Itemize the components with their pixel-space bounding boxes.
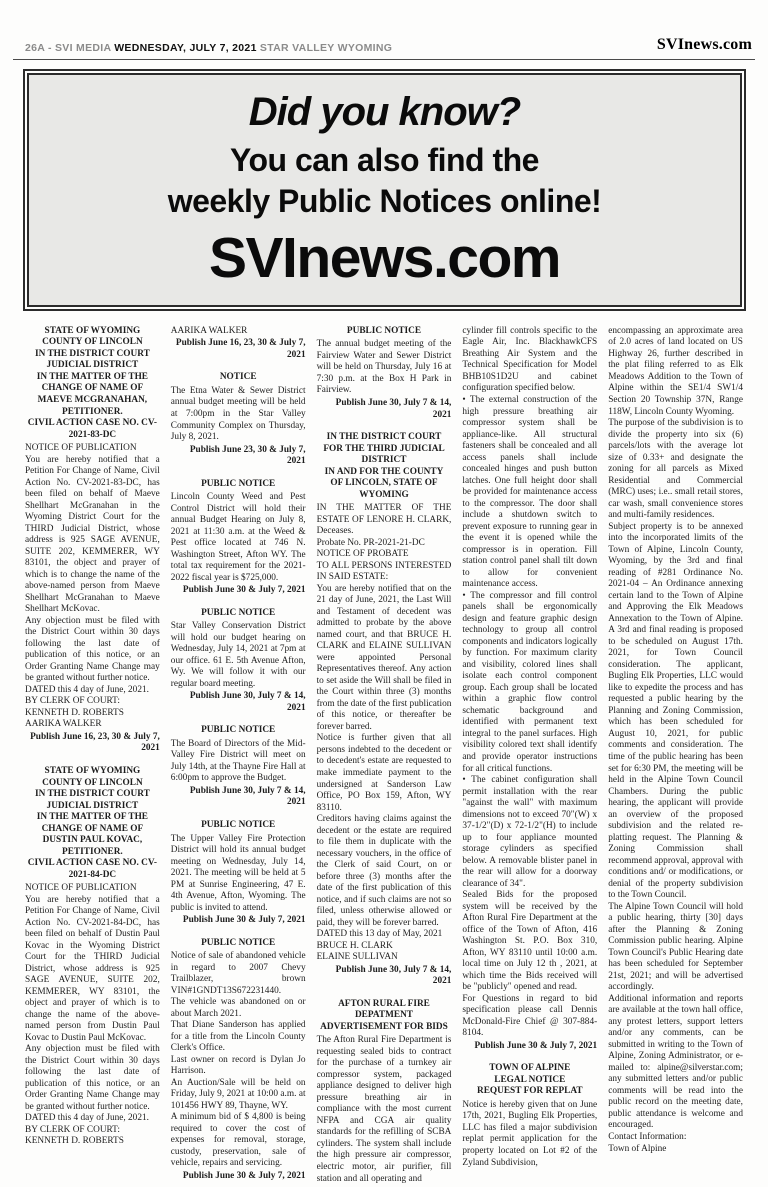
- notice-heading-line: CIVIL ACTION CASE NO. CV-2021-84-DC: [27, 858, 158, 880]
- promo-ad-box: [23, 69, 746, 311]
- notice-paragraph: • The cabinet configuration shall permit installation with the rear "against the wall" with maximum dimensions not to exceed 70"(W) x 37-1/2"(D) x 72-1/2"(H) to include up to four appliance mounted storage cylinders as specified below. A removable blister panel in the rear will allow for a doorway clearance of 34".: [462, 775, 598, 889]
- notice-paragraph: The Alpine Town Council will hold a public hearing, thirty [30] days after the Planning & Zoning Commission public hearing. Alpine Town Council's Public Hearing date has been scheduled for September 21st, 2021; and will be advertised accordingly.: [608, 901, 743, 993]
- promo-line-3: weekly Public Notices online!: [167, 182, 602, 219]
- publish-line: Publish June 30, July 7 & 14, 2021: [189, 691, 306, 713]
- notice-column-5: [608, 326, 743, 1186]
- notice-column-4: [462, 326, 597, 1186]
- notice-heading-line: CHANGE OF NAME OF: [41, 823, 144, 834]
- publish-line: Publish June 23, 30 & July 7, 2021: [189, 444, 306, 467]
- notice-paragraph: DATED this 4 day of June, 2021.: [25, 684, 149, 695]
- publish-line: Publish June 30, July 7 & 14, 2021: [189, 785, 306, 808]
- issue-date: WEDNESDAY, JULY 7, 2021: [114, 42, 257, 54]
- notice-paragraph: NOTICE OF PUBLICATION: [25, 443, 137, 454]
- notice-heading-line: COUNTY OF LINCOLN: [42, 777, 143, 788]
- notice-paragraph: You are hereby notified that on the 21 day of June, 2021, the Last Will and Testament of decedent was admitted to probate by the above named court, and that BRUCE H. CLARK and ELAINE SULLIVAN were appointed Personal Representatives thereof. Any action to set aside the Will shall be filed in the Court within three (3) months from the date of the first publication of this notice, or thereafter be forever barred.: [316, 583, 452, 732]
- notice-paragraph: DATED this 4 day of June, 2021.: [25, 1113, 149, 1124]
- notice-paragraph: A minimum bid of $ 4,800 is being required to cover the cost of expenses for removal, storage, custody, preservation, sale of vehicle, repairs and servicing.: [170, 1112, 306, 1169]
- notice-heading-line: JUDICIAL DISTRICT: [46, 800, 139, 811]
- publish-line: Publish June 16, 23, 30 & July 7, 2021: [30, 731, 160, 754]
- notice-heading: [171, 938, 306, 950]
- notice-paragraph: Star Valley Conservation District will hold our budget hearing on Wednesday, July 14, 2021 at 7pm at our office. 61 E. 5th Avenue Afton, Wy. We will follow it with our regular board meeting.: [170, 621, 306, 689]
- notice-heading-line: FOR THE THIRD JUDICIAL: [323, 443, 445, 454]
- notice-paragraph: Subject property is to be annexed into the incorporated limits of the Town of Alpine, Lincoln County, Wyoming, by the 3rd and final reading of #281 Ordinance No. 2021-04 – An Ordinance annexing certain land to the Town of Alpine and Approving the Elk Meadows Annexation to the Town of Alpine. A 3rd and final reading is proposed to be scheduled on August 17th. 2021, for Town Council consideration. The applicant, Bugling Elk Properties, LLC would like to expedite the process and has requested a public hearing by the Planning and Zoning Commission, which has been scheduled for August 10, 2021, for public comments and consideration. The time of the public hearing has been set for 6:30 PM, the meeting will be held in the Alpine Town Council Chambers. During the public hearing, the applicant will provide an overview of the proposed subdivision and the related re-platting request. The Planning & Zoning Commission shall recommend approval, approval with conditions and/ or modifications, or denial of the property subdivision to the Town Council.: [608, 521, 743, 901]
- notice-paragraph: Last owner on record is Dylan Jo Harrison.: [170, 1054, 306, 1077]
- notice-heading: [171, 820, 306, 832]
- notice-paragraph: Lincoln County Weed and Pest Control District will hold their annual Budget Hearing on July 8, 2021 at 11:30 a.m. at the Weed & Pest office located at 746 N. Washington Street, Afton WY. The total tax requirement for the 2021-2022 fiscal year is $725,000.: [170, 492, 306, 583]
- notice-heading: [317, 999, 452, 1034]
- promo-line-2: You can also find the: [230, 142, 539, 178]
- public-notices-columns: [25, 326, 743, 1186]
- notice-paragraph: DATED this 13 day of May, 2021: [316, 929, 443, 940]
- notice-heading-line: PUBLIC NOTICE: [201, 478, 276, 489]
- notice-heading: [171, 608, 306, 620]
- notice-paragraph: The purpose of the subdivision is to divide the property into six (6) parcels/lots with the average lot size of 0.33+ and designate the zoning for all parcels as Mixed Residential and Commercial (MRC) uses; i.e.. small retail stores, car wash, small convenience stores and multi-family residences.: [608, 418, 743, 521]
- notice-paragraph: An Auction/Sale will be held on Friday, July 9, 2021 at 10:00 a.m. at 101456 HWY 89, Thayne, WY.: [170, 1077, 306, 1111]
- notice-paragraph: NOTICE OF PROBATE: [316, 549, 409, 560]
- notice-heading-line: AFTON RURAL FIRE: [338, 998, 430, 1009]
- notice-paragraph: The Afton Rural Fire Department is requesting sealed bids to contract for the purchase of a turnkey air compressor system, packaged appliance designed to deliver high pressure breathing air in compliance with the most current NFPA and CGA air quality standards for the refilling of SCBA cylinders. The system shall include the high pressure air compressor, electric motor, air purifier, fill station and all operating and: [316, 1035, 452, 1184]
- notice-paragraph: The Etna Water & Sewer District annual budget meeting will be held at 7:00pm in the Star Valley Community Complex on Thursday, July 8, 2021.: [170, 385, 306, 443]
- notice-heading-line: NOTICE: [219, 372, 257, 383]
- notice-heading-line: PUBLIC NOTICE: [346, 325, 422, 336]
- notice-heading-line: DUSTIN PAUL KOVAC,: [42, 835, 143, 846]
- masthead-left: [25, 42, 392, 54]
- notice-paragraph: • The external construction of the high pressure breathing air compressor system shall be appliance-like. All structural fasteners shall be concealed and all access panels shall include concealed hinges and push button latches. One full height door shall be provided for maintenance access to the compressor. The door shall include a shutdown switch to prevent exposure to running gear in the event it is opened while the compressor is in operation. Fill station control panel shall tilt down to allow for convenient maintenance access.: [462, 395, 598, 590]
- notice-heading-line: IN THE DISTRICT COURT: [326, 432, 442, 443]
- notice-heading-line: STATE OF WYOMING: [44, 325, 141, 336]
- publish-line: Publish June 30 & July 7, 2021: [182, 1170, 306, 1181]
- notice-heading-line: IN THE MATTER OF THE: [36, 812, 149, 823]
- notice-heading-line: PUBLIC NOTICE: [201, 937, 276, 948]
- notice-paragraph: That Diane Sanderson has applied for a title from the Lincoln County Clerk's Office.: [170, 1020, 306, 1054]
- publish-line: Publish June 16, 23, 30 & July 7, 2021: [175, 338, 306, 360]
- notice-paragraph: You are hereby notified that a Petition For Change of Name, Civil Action No. CV-2021-83-DC, has been filed on behalf of Maeve Shellhart McGranahan in the Wyoming District Court for the THIRD Judicial District, whose address is 925 SAGE AVENUE, SUITE 202, KEMMERER, WY 83101, the object and prayer of which is to change the name of the above-named person from Maeve Shellhart McGranahan to Maeve Shellhart McKovac.: [25, 454, 160, 615]
- notice-heading-line: MAEVE MCGRANAHAN,: [37, 395, 148, 405]
- notice-heading-line: PUBLIC NOTICE: [201, 819, 276, 830]
- notice-paragraph: For Questions in regard to bid specification please call Dennis McDonald-Fire Chief @ 307-884-8104.: [462, 993, 598, 1039]
- notice-heading-line: WYOMING: [359, 489, 409, 500]
- notice-heading: [171, 725, 306, 737]
- notice-paragraph: The Upper Valley Fire Protection District will hold its annual budget meeting on Wednesday, July 14, 2021. The meeting will be held at 5 PM at Sunrise Engineering, 47 E. 4th Avenue, Afton, Wyoming. The public is invited to attend.: [170, 833, 306, 913]
- promo-ad-inner: [27, 73, 742, 307]
- notice-paragraph: encompassing an approximate area of 2.0 acres of land located on US Highway 26, further described in the plat filing referred to as Elk Meadows Addition to the Town of Alpine within the SE1/4 SW1/4 Section 20 Township 37N, Range 118W, Lincoln County Wyoming.: [608, 325, 743, 417]
- notice-heading-line: REQUEST FOR REPLAT: [477, 1086, 583, 1097]
- publish-line: Publish June 30 & July 7, 2021: [474, 1040, 598, 1051]
- notice-paragraph: Any objection must be filed with the District Court within 30 days following the last date of publication of this notice, or an Order Granting Name Change may be granted without further notice.: [25, 1044, 160, 1112]
- notice-paragraph: The vehicle was abandoned on or about March 2021.: [170, 997, 306, 1019]
- notice-paragraph: BY CLERK OF COURT:: [25, 696, 120, 707]
- notice-heading-line: PUBLIC NOTICE: [201, 725, 276, 736]
- masthead: [0, 0, 768, 59]
- masthead-divider: [13, 59, 755, 60]
- notice-heading-line: IN THE DISTRICT COURT: [34, 789, 150, 800]
- notice-paragraph: BY CLERK OF COURT:: [25, 1124, 120, 1135]
- notice-paragraph: IN THE MATTER OF THE ESTATE OF LENORE H. CLARK, Deceases.: [316, 503, 452, 537]
- notice-paragraph: • The compressor and fill control panels shall be ergonomically design and feature graphic design technology to group all control components and indicators logically by function. For maximum clarity and visibility, colored lines shall isolate each control component group. Each group shall be located within a graphic flow control schematic background and identified with permanent text integral to the panel surfaces. High visibility colored text shall identify and provide operator instructions for all critical functions.: [462, 590, 598, 774]
- notice-paragraph: Additional information and reports are available at the town hall office, any protest letters, support letters and/or any comments, can be submitted in writing to the Town of Alpine, Zoning Administrator, or e-mailed to: alpine@silverstar.com; any submitted letters and/or public comments will be read into the public record on the meeting date, public attendance is welcome and encouraged.: [608, 993, 743, 1131]
- notice-column-2: [171, 326, 306, 1186]
- notice-paragraph: TO ALL PERSONS INTERESTED IN SAID ESTATE:: [316, 560, 452, 583]
- notice-heading-line: LEGAL NOTICE: [494, 1074, 566, 1085]
- notice-heading-line: OF LINCOLN, STATE OF: [330, 478, 438, 489]
- notice-heading: [317, 326, 452, 338]
- notice-paragraph: Town of Alpine: [608, 1143, 667, 1154]
- notice-heading-line: ADVERTISEMENT FOR BIDS: [320, 1021, 448, 1032]
- publish-line: Publish June 30, July 7 & 14, 2021: [335, 398, 452, 420]
- notice-heading-line: IN AND FOR THE COUNTY: [324, 466, 444, 477]
- notice-paragraph: Contact Information:: [608, 1132, 687, 1142]
- notice-heading: [462, 1063, 597, 1098]
- notice-paragraph: BRUCE H. CLARK: [316, 940, 393, 951]
- region-label: STAR VALLEY WYOMING: [256, 42, 393, 54]
- notice-heading-line: IN THE DISTRICT COURT: [34, 348, 150, 359]
- notice-heading-line: IN THE MATTER OF THE: [36, 371, 149, 382]
- promo-title: Did you know?: [248, 90, 521, 134]
- publish-line: Publish June 30 & July 7, 2021: [182, 915, 306, 926]
- notice-column-1: [25, 326, 160, 1186]
- notice-paragraph: Any objection must be filed with the District Court within 30 days following the last date of publication of this notice, or an Order Granting Name Change may be granted without further notice.: [25, 615, 160, 684]
- notice-paragraph: NOTICE OF PUBLICATION: [25, 883, 137, 894]
- notice-paragraph: Notice is hereby given that on June 17th, 2021, Bugling Elk Properties, LLC has filed a major subdivision replat permit application for the property located on Lot #2 of the Zyland Subdivision,: [462, 1099, 598, 1168]
- notice-heading-line: CIVIL ACTION CASE NO. CV-2021-83-DC: [27, 418, 158, 440]
- notice-heading-line: JUDICIAL DISTRICT: [46, 360, 139, 371]
- notice-heading: [171, 372, 306, 384]
- notice-heading-line: COUNTY OF LINCOLN: [42, 337, 143, 348]
- notice-paragraph: You are hereby notified that a Petition For Change of Name, Civil Action No. CV-2021-84-DC, has been filed on behalf of Dustin Paul Kovac in the Wyoming District Court for the THIRD Judicial District, whose address is 925 SAGE AVENUE, SUITE 202, KEMMERER, WY 83101, the object and prayer of which is to change the name of the above-named person from Dustin Paul Kovac to Dustin Paul McKovac.: [25, 894, 160, 1043]
- notice-heading-line: PETITIONER.: [62, 846, 123, 857]
- notice-paragraph: KENNETH D. ROBERTS: [25, 1136, 124, 1147]
- notice-paragraph: AARIKA WALKER: [170, 325, 248, 336]
- notice-paragraph: KENNETH D. ROBERTS: [25, 707, 124, 718]
- notice-heading: [317, 432, 452, 501]
- notice-paragraph: cylinder fill controls specific to the Eagle Air, Inc. BlackhawkCFS Breathing Air System and the Technical Specification for Model BHB10S1D2U and cabinet configuration specified below.: [462, 325, 598, 394]
- notice-heading-line: STATE OF WYOMING: [44, 765, 141, 776]
- notice-paragraph: Notice is further given that all persons indebted to the decedent or to decedent's estate are requested to make immediate payment to the undersigned at Sanderson Law Office, PO Box 159, Afton, WY 83110.: [316, 733, 452, 813]
- notice-paragraph: The Board of Directors of the Mid-Valley Fire District will meet on July 14th, at the Thayne Fire Hall at 6:00pm to approve the Budget.: [170, 738, 306, 784]
- notice-heading: [25, 326, 160, 441]
- notice-heading-line: PETITIONER.: [62, 406, 123, 417]
- notice-heading: [25, 766, 160, 881]
- notice-heading-line: DEPATMENT: [354, 1010, 413, 1021]
- promo-url: SVInews.com: [209, 225, 560, 290]
- notice-paragraph: Sealed Bids for the proposed system will be received by the Afton Rural Fire Department at the office of the Town of Afton, 416 Washington St. P.O. Box 310, Afton, WY 83110 until 10:00 a.m. local time on July 12 th , 2021, at which time the Bids received will be "publicly" opened and read.: [462, 890, 598, 993]
- notice-paragraph: Probate No. PR-2021-21-DC: [316, 537, 425, 548]
- publish-line: Publish June 30 & July 7, 2021: [182, 585, 306, 596]
- notice-heading-line: TOWN OF ALPINE: [489, 1063, 571, 1074]
- page-label: 26A - SVI MEDIA: [25, 42, 115, 54]
- publish-line: Publish June 30, July 7 & 14, 2021: [335, 964, 452, 987]
- notice-paragraph: The annual budget meeting of the Fairview Water and Sewer District will be held on Thursday, July 16 at 7:30 p.m. at the Box H Park in Fairview.: [316, 339, 452, 396]
- notice-paragraph: Creditors having claims against the decedent or the estate are required to file them in duplicate with the necessary vouchers, in the office of the Clerk of said Court, on or before three (3) months after the date of the first publication of this notice, and if such claims are not so filed, unless otherwise allowed or paid, they will be forever barred.: [316, 814, 452, 928]
- notice-paragraph: ELAINE SULLIVAN: [316, 952, 398, 963]
- notice-paragraph: Notice of sale of abandoned vehicle in regard to 2007 Chevy Trailblazer, brown VIN#1GNDT13S672231440.: [170, 951, 306, 996]
- site-name: SVInews.com: [656, 36, 752, 53]
- notice-column-3: [317, 326, 452, 1186]
- notice-heading: [171, 479, 306, 491]
- notice-heading-line: CHANGE OF NAME OF: [41, 383, 144, 394]
- notice-paragraph: AARIKA WALKER: [25, 719, 102, 730]
- notice-heading-line: DISTRICT: [361, 455, 407, 466]
- notice-heading-line: PUBLIC NOTICE: [201, 607, 276, 618]
